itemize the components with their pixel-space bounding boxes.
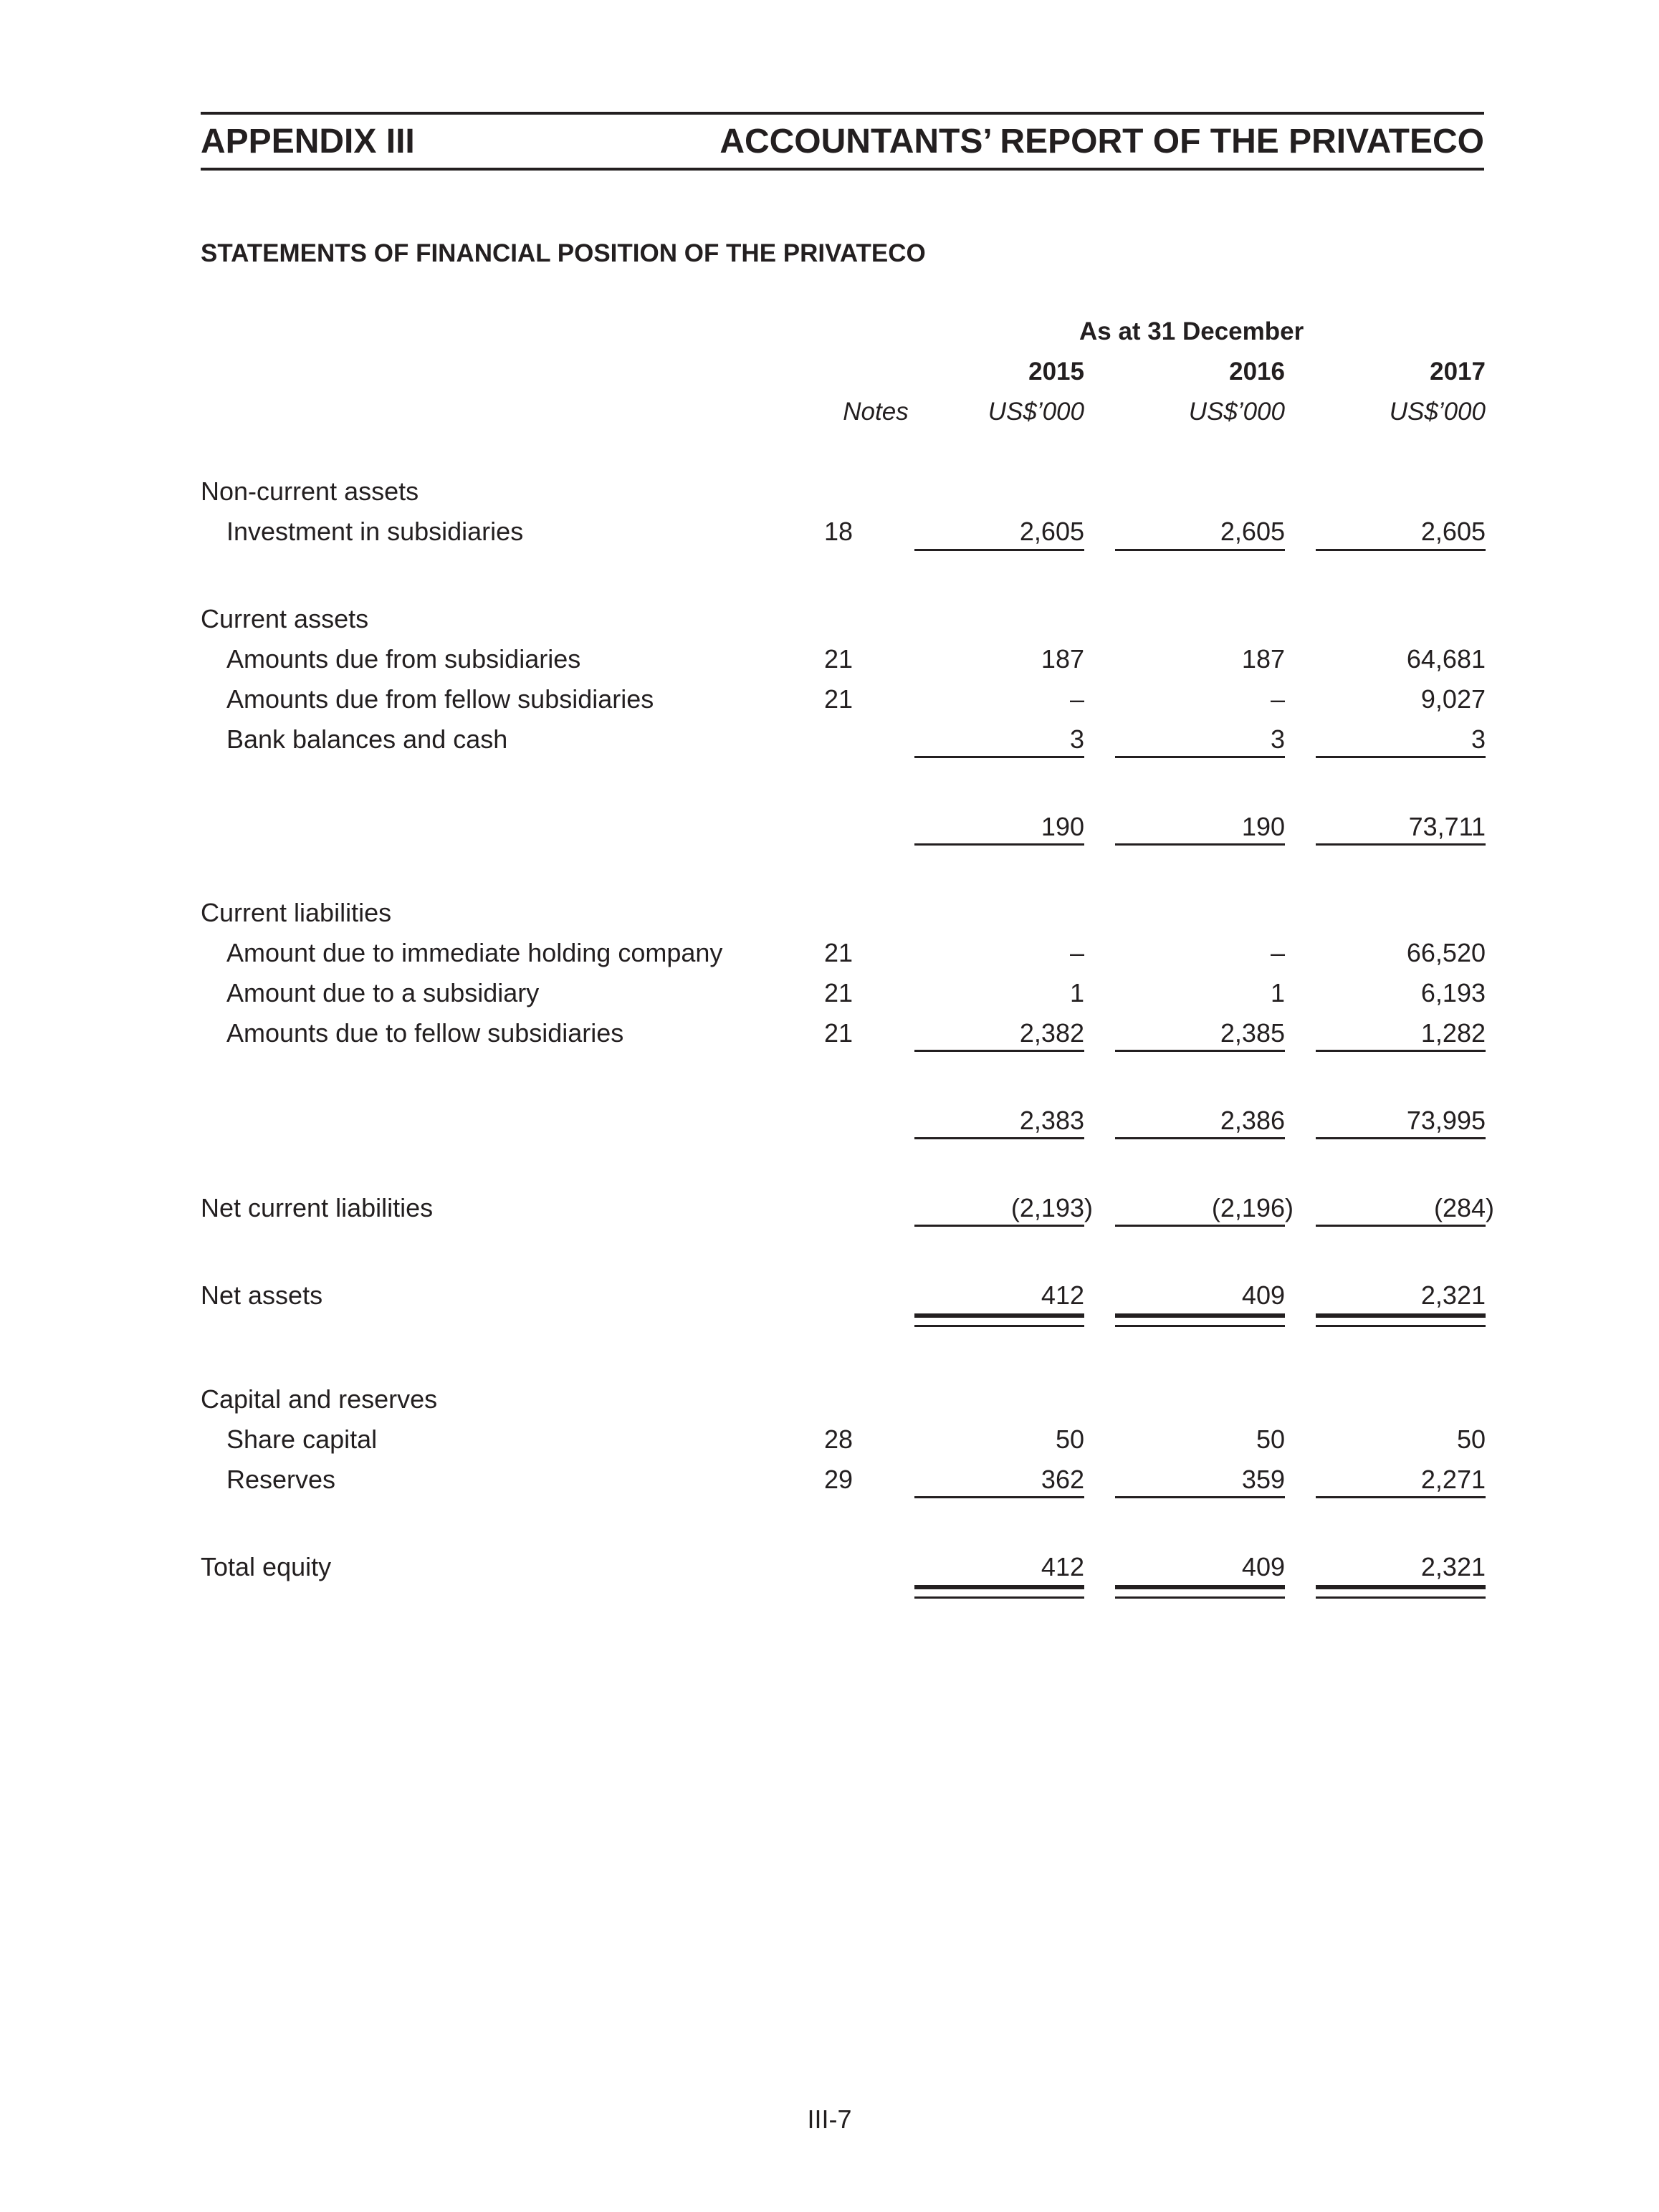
value-2017: 66,520 <box>1406 938 1486 967</box>
row-label: Net assets <box>201 1280 323 1310</box>
value-2017: 2,271 <box>1420 1465 1486 1494</box>
value-2017: 73,995 <box>1406 1106 1486 1135</box>
value-2017: 1,282 <box>1420 1018 1486 1048</box>
subtotal-rule <box>914 1496 1084 1498</box>
unit-2017: US$’000 <box>1389 398 1486 426</box>
value-2016: 50 <box>1256 1425 1285 1454</box>
value-2017: 2,605 <box>1420 517 1486 546</box>
value-2015: 2,605 <box>1019 517 1084 546</box>
table-row <box>0 973 1659 1013</box>
subtotal-rule <box>1115 843 1285 846</box>
value-2017: 2,321 <box>1420 1280 1486 1310</box>
value-2016: 190 <box>1241 812 1285 841</box>
value-2016: – <box>1270 938 1285 967</box>
row-label: Amounts due from fellow subsidiaries <box>226 684 654 714</box>
value-2015: 2,382 <box>1019 1018 1084 1048</box>
value-2015: 362 <box>1041 1465 1084 1494</box>
value-2016: 3 <box>1270 724 1285 754</box>
subtotal-rule <box>914 1137 1084 1139</box>
section-heading: Current liabilities <box>201 898 392 927</box>
value-2016: (2,196) <box>1211 1193 1294 1222</box>
subtotal-row <box>0 1101 1659 1141</box>
page-number: III-7 <box>807 2105 852 2134</box>
report-title: ACCOUNTANTS’ REPORT OF THE PRIVATECO <box>719 123 1484 161</box>
value-2015: 3 <box>1069 724 1084 754</box>
subtotal-rule <box>1316 756 1486 758</box>
header-bottom-rule <box>201 168 1484 171</box>
row-label: Reserves <box>226 1465 336 1494</box>
value-2016: 2,386 <box>1220 1106 1285 1135</box>
value-2015: 412 <box>1041 1280 1084 1310</box>
value-2016: 2,605 <box>1220 517 1285 546</box>
value-2016: 409 <box>1241 1552 1285 1581</box>
row-label: Amounts due from subsidiaries <box>226 644 581 674</box>
value-2015: – <box>1069 684 1084 714</box>
value-2015: 1 <box>1069 978 1084 1007</box>
total-double-rule <box>1316 1585 1486 1589</box>
value-2017: 50 <box>1456 1425 1486 1454</box>
header-top-rule <box>201 112 1484 115</box>
value-2015: – <box>1069 938 1084 967</box>
section-heading-row <box>0 1379 1659 1419</box>
value-2017: 3 <box>1471 724 1486 754</box>
row-label: Bank balances and cash <box>226 724 508 754</box>
value-2016: 359 <box>1241 1465 1285 1494</box>
subtotal-row <box>0 807 1659 847</box>
value-2015: 187 <box>1041 644 1084 674</box>
value-2015: 50 <box>1055 1425 1084 1454</box>
unit-2015: US$’000 <box>988 398 1084 426</box>
subtotal-rule <box>914 756 1084 758</box>
year-2017: 2017 <box>1430 358 1486 386</box>
subtotal-rule <box>914 1050 1084 1052</box>
total-double-rule <box>914 1596 1084 1599</box>
subtotal-rule <box>914 549 1084 551</box>
subtotal-rule <box>1316 843 1486 846</box>
row-note: 18 <box>823 517 854 546</box>
section-title: STATEMENTS OF FINANCIAL POSITION OF THE PRIVATECO <box>201 239 926 267</box>
notes-header: Notes <box>843 398 909 426</box>
row-label: Amount due to a subsidiary <box>226 978 540 1007</box>
appendix-label: APPENDIX III <box>201 123 415 161</box>
year-2015: 2015 <box>1028 358 1084 386</box>
subtotal-rule <box>914 843 1084 846</box>
row-label: Investment in subsidiaries <box>226 517 524 546</box>
total-double-rule <box>1115 1325 1285 1327</box>
section-heading: Current assets <box>201 604 369 633</box>
value-2016: 409 <box>1241 1280 1285 1310</box>
subtotal-rule <box>1115 1050 1285 1052</box>
table-row <box>0 679 1659 719</box>
table-row <box>0 933 1659 973</box>
total-double-rule <box>1115 1585 1285 1589</box>
table-row <box>0 1419 1659 1460</box>
row-label: Net current liabilities <box>201 1193 434 1222</box>
value-2017: 64,681 <box>1406 644 1486 674</box>
row-note: 28 <box>823 1425 854 1454</box>
value-2015: 412 <box>1041 1552 1084 1581</box>
value-2015: 2,383 <box>1019 1106 1084 1135</box>
row-note: 21 <box>823 684 854 714</box>
table-row <box>0 1547 1659 1587</box>
row-label: Amount due to immediate holding company <box>226 938 723 967</box>
row-label: Amounts due to fellow subsidiaries <box>226 1018 624 1048</box>
row-note: 21 <box>823 1018 854 1048</box>
subtotal-rule <box>1316 1050 1486 1052</box>
value-2017: 2,321 <box>1420 1552 1486 1581</box>
value-2017: 6,193 <box>1420 978 1486 1007</box>
section-heading-row <box>0 893 1659 933</box>
subtotal-rule <box>1115 549 1285 551</box>
total-double-rule <box>1115 1313 1285 1318</box>
table-row <box>0 719 1659 760</box>
total-double-rule <box>914 1325 1084 1327</box>
subtotal-rule <box>1115 1225 1285 1227</box>
total-double-rule <box>1316 1313 1486 1318</box>
unit-2016: US$’000 <box>1188 398 1285 426</box>
subtotal-rule <box>1115 1496 1285 1498</box>
value-2016: 1 <box>1270 978 1285 1007</box>
row-label: Share capital <box>226 1425 378 1454</box>
total-double-rule <box>914 1585 1084 1589</box>
row-note: 21 <box>823 644 854 674</box>
table-row <box>0 512 1659 552</box>
section-heading: Capital and reserves <box>201 1384 438 1414</box>
subtotal-rule <box>1115 756 1285 758</box>
table-row <box>0 1188 1659 1228</box>
subtotal-rule <box>1115 1137 1285 1139</box>
total-double-rule <box>914 1313 1084 1318</box>
value-2017: 9,027 <box>1420 684 1486 714</box>
subtotal-rule <box>1316 549 1486 551</box>
column-group-label: As at 31 December <box>1079 317 1304 345</box>
value-2017: 73,711 <box>1408 812 1486 841</box>
subtotal-rule <box>914 1225 1084 1227</box>
table-row <box>0 639 1659 679</box>
value-2017: (284) <box>1433 1193 1494 1222</box>
section-heading: Non-current assets <box>201 477 419 506</box>
value-2016: 187 <box>1241 644 1285 674</box>
table-row <box>0 1275 1659 1316</box>
year-2016: 2016 <box>1229 358 1285 386</box>
value-2015: (2,193) <box>1010 1193 1093 1222</box>
total-double-rule <box>1115 1596 1285 1599</box>
section-heading-row <box>0 599 1659 639</box>
value-2015: 190 <box>1041 812 1084 841</box>
value-2016: 2,385 <box>1220 1018 1285 1048</box>
table-row <box>0 1013 1659 1053</box>
row-note: 21 <box>823 938 854 967</box>
section-heading-row <box>0 471 1659 512</box>
row-label: Total equity <box>201 1552 332 1581</box>
total-double-rule <box>1316 1596 1486 1599</box>
row-note: 29 <box>823 1465 854 1494</box>
total-double-rule <box>1316 1325 1486 1327</box>
subtotal-rule <box>1316 1137 1486 1139</box>
value-2016: – <box>1270 684 1285 714</box>
row-note: 21 <box>823 978 854 1007</box>
subtotal-rule <box>1316 1225 1486 1227</box>
subtotal-rule <box>1316 1496 1486 1498</box>
table-row <box>0 1460 1659 1500</box>
